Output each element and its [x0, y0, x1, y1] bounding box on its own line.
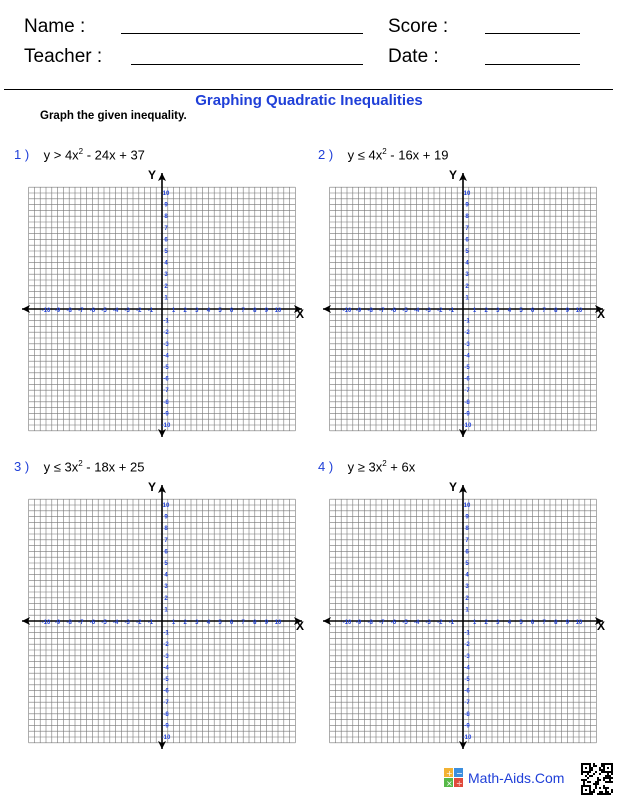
- y-tick-label: -2: [163, 642, 169, 649]
- x-tick-label: -3: [425, 620, 431, 627]
- y-tick-label: -4: [464, 353, 470, 360]
- y-tick-label: -3: [163, 341, 169, 348]
- y-tick-label: -7: [163, 388, 169, 395]
- name-label: Name :: [24, 16, 86, 37]
- y-tick-label: -7: [163, 700, 169, 707]
- x-tick-label: -10: [342, 308, 352, 315]
- y-tick-label: 3: [164, 272, 168, 279]
- coordinate-grid-3[interactable]: [22, 480, 304, 749]
- y-tick-label: 10: [463, 503, 471, 509]
- y-tick-label: -8: [464, 399, 470, 406]
- y-tick-label: -6: [163, 376, 169, 383]
- y-tick-label: -5: [464, 365, 470, 371]
- problem-number: 1 ): [14, 147, 30, 163]
- x-tick-label: -8: [367, 620, 373, 627]
- x-tick-label: -6: [390, 308, 397, 315]
- x-tick-label: -8: [367, 308, 373, 315]
- x-tick-label: -4: [112, 308, 119, 315]
- x-tick-label: -7: [78, 620, 84, 627]
- x-tick-label: -3: [124, 620, 130, 627]
- x-tick-label: -9: [355, 620, 362, 627]
- x-tick-label: -2: [136, 620, 142, 627]
- x-tick-label: 3: [195, 308, 199, 315]
- y-tick-label: -1: [163, 318, 169, 325]
- y-tick-label: -1: [464, 318, 470, 325]
- svg-text:×: ×: [446, 779, 453, 788]
- x-tick-label: 9: [264, 308, 269, 315]
- y-tick-label: 9: [465, 202, 469, 209]
- page-title: Graphing Quadratic Inequalities: [195, 92, 423, 109]
- y-tick-label: -6: [464, 376, 470, 383]
- x-tick-label: 3: [496, 308, 500, 315]
- x-tick-label: 4: [507, 620, 512, 627]
- y-axis-label: Y: [449, 480, 458, 494]
- coordinate-grid-1[interactable]: [22, 168, 304, 437]
- x-tick-label: -4: [413, 620, 420, 627]
- x-tick-label: 4: [507, 308, 512, 315]
- x-tick-label: 9: [264, 620, 269, 627]
- date-label: Date :: [388, 46, 439, 67]
- y-tick-label: -2: [464, 330, 470, 337]
- y-tick-label: -4: [163, 353, 169, 360]
- y-tick-label: -10: [462, 735, 472, 741]
- problem-equation: $y \ge 3x^2 + 6x$: [347, 459, 416, 475]
- x-tick-label: 6: [229, 620, 234, 627]
- y-tick-label: 7: [164, 537, 168, 544]
- x-tick-label: 7: [542, 620, 546, 627]
- y-tick-label: -8: [163, 399, 169, 406]
- x-tick-label: 10: [274, 308, 282, 315]
- problem-equation: $y \le 4x^2 - 16x + 19$: [347, 147, 449, 163]
- x-axis-label: X: [597, 307, 606, 321]
- y-tick-label: 3: [465, 584, 469, 591]
- x-tick-label: -10: [342, 620, 352, 627]
- x-tick-label: -5: [402, 620, 408, 627]
- problem-equation: $y \le 3x^2 - 18x + 25$: [43, 459, 145, 475]
- y-tick-label: 6: [164, 549, 168, 556]
- y-tick-label: 4: [164, 572, 168, 579]
- x-tick-label: 1: [472, 308, 477, 315]
- y-tick-label: -3: [464, 341, 470, 348]
- y-tick-label: 2: [465, 283, 469, 290]
- x-tick-label: 7: [241, 620, 245, 627]
- x-tick-label: -1: [147, 620, 154, 627]
- y-tick-label: 5: [164, 561, 168, 567]
- svg-text:−: −: [456, 769, 463, 778]
- x-tick-label: 5: [519, 308, 523, 315]
- x-tick-label: -6: [89, 308, 96, 315]
- x-tick-label: 5: [218, 620, 222, 627]
- x-tick-label: 6: [530, 308, 535, 315]
- coordinate-grid-4[interactable]: [323, 480, 605, 749]
- score-label: Score :: [388, 16, 449, 37]
- x-tick-label: 5: [519, 620, 523, 627]
- x-tick-label: -8: [66, 620, 72, 627]
- x-tick-label: -1: [448, 620, 455, 627]
- y-tick-label: 6: [465, 237, 469, 244]
- y-tick-label: 8: [465, 214, 469, 221]
- x-tick-label: -8: [66, 308, 72, 315]
- problem-number: 4 ): [318, 459, 334, 475]
- x-tick-label: -1: [448, 308, 455, 315]
- x-tick-label: 10: [575, 620, 583, 627]
- y-tick-label: 2: [164, 595, 168, 602]
- y-tick-label: 4: [465, 572, 469, 579]
- y-tick-label: -2: [163, 330, 169, 337]
- x-tick-label: -10: [41, 308, 51, 315]
- x-tick-label: -9: [54, 620, 61, 627]
- x-tick-label: 6: [530, 620, 535, 627]
- y-tick-label: 3: [164, 584, 168, 591]
- x-tick-label: 6: [229, 308, 234, 315]
- y-tick-label: 9: [465, 514, 469, 521]
- x-tick-label: -4: [413, 308, 420, 315]
- x-tick-label: -7: [78, 308, 84, 315]
- y-tick-label: -1: [163, 630, 169, 637]
- y-tick-label: 7: [465, 225, 469, 232]
- x-tick-label: -7: [379, 308, 385, 315]
- y-tick-label: 1: [465, 607, 469, 614]
- math-aids-logo-icon: [444, 768, 464, 788]
- y-tick-label: 7: [164, 225, 168, 232]
- x-axis-label: X: [597, 619, 606, 633]
- y-tick-label: -3: [163, 653, 169, 660]
- y-tick-label: 9: [164, 514, 168, 521]
- y-tick-label: -9: [464, 411, 470, 418]
- x-tick-label: -5: [101, 620, 107, 627]
- x-tick-label: -9: [54, 308, 61, 315]
- y-tick-label: -7: [464, 388, 470, 395]
- x-tick-label: -2: [136, 308, 142, 315]
- y-tick-label: 10: [463, 191, 471, 197]
- x-tick-label: 9: [565, 308, 570, 315]
- y-axis-label: Y: [148, 480, 157, 494]
- footer-site-link[interactable]: Math-Aids.Com: [468, 770, 565, 786]
- x-tick-label: 10: [575, 308, 583, 315]
- y-tick-label: -6: [163, 688, 169, 695]
- y-tick-label: -2: [464, 642, 470, 649]
- y-tick-label: 6: [465, 549, 469, 556]
- y-tick-label: -5: [163, 365, 169, 371]
- y-tick-label: 5: [164, 249, 168, 255]
- y-tick-label: -1: [464, 630, 470, 637]
- y-tick-label: -5: [163, 677, 169, 683]
- x-tick-label: 8: [554, 620, 558, 627]
- x-tick-label: -5: [101, 308, 107, 315]
- x-tick-label: 8: [253, 308, 257, 315]
- x-tick-label: 3: [496, 620, 500, 627]
- y-tick-label: 1: [164, 295, 168, 302]
- y-tick-label: 1: [164, 607, 168, 614]
- qr-code-icon: [581, 763, 613, 795]
- x-tick-label: 10: [274, 620, 282, 627]
- y-tick-label: 4: [164, 260, 168, 267]
- problem-equation: $y > 4x^2 - 24x + 37$: [43, 147, 145, 163]
- y-tick-label: -9: [163, 411, 169, 418]
- x-tick-label: -6: [89, 620, 96, 627]
- x-tick-label: 2: [484, 620, 488, 627]
- x-tick-label: -5: [402, 308, 408, 315]
- y-tick-label: 8: [465, 526, 469, 533]
- problem-number: 3 ): [14, 459, 30, 475]
- x-tick-label: 8: [253, 620, 257, 627]
- x-axis-label: X: [296, 307, 305, 321]
- y-tick-label: 4: [465, 260, 469, 267]
- x-tick-label: 9: [565, 620, 570, 627]
- y-tick-label: 1: [465, 295, 469, 302]
- y-tick-label: -3: [464, 653, 470, 660]
- teacher-label: Teacher :: [24, 46, 103, 67]
- y-tick-label: 2: [164, 283, 168, 290]
- y-tick-label: 10: [162, 503, 170, 509]
- y-tick-label: -10: [161, 735, 171, 741]
- x-tick-label: 1: [171, 620, 176, 627]
- x-tick-label: -4: [112, 620, 119, 627]
- x-tick-label: 2: [484, 308, 488, 315]
- y-tick-label: 7: [465, 537, 469, 544]
- y-tick-label: -8: [464, 711, 470, 718]
- y-tick-label: -6: [464, 688, 470, 695]
- x-tick-label: 8: [554, 308, 558, 315]
- y-tick-label: 8: [164, 214, 168, 221]
- y-tick-label: -8: [163, 711, 169, 718]
- x-axis-label: X: [296, 619, 305, 633]
- y-tick-label: -4: [163, 665, 169, 672]
- y-tick-label: -4: [464, 665, 470, 672]
- svg-text:+: +: [446, 769, 453, 778]
- y-tick-label: 6: [164, 237, 168, 244]
- x-tick-label: 7: [542, 308, 546, 315]
- y-tick-label: -10: [161, 423, 171, 429]
- y-tick-label: 10: [162, 191, 170, 197]
- x-tick-label: -2: [437, 620, 443, 627]
- x-tick-label: -9: [355, 308, 362, 315]
- x-tick-label: -1: [147, 308, 154, 315]
- x-tick-label: -10: [41, 620, 51, 627]
- y-tick-label: 5: [465, 561, 469, 567]
- y-tick-label: -9: [464, 723, 470, 730]
- coordinate-grid-2[interactable]: [323, 168, 605, 437]
- y-tick-label: 9: [164, 202, 168, 209]
- y-tick-label: -10: [462, 423, 472, 429]
- y-tick-label: -5: [464, 677, 470, 683]
- x-tick-label: 4: [206, 620, 211, 627]
- x-tick-label: -3: [425, 308, 431, 315]
- y-tick-label: -7: [464, 700, 470, 707]
- x-tick-label: 2: [183, 620, 187, 627]
- x-tick-label: 3: [195, 620, 199, 627]
- x-tick-label: -7: [379, 620, 385, 627]
- x-tick-label: -3: [124, 308, 130, 315]
- y-tick-label: -9: [163, 723, 169, 730]
- y-axis-label: Y: [148, 168, 157, 182]
- y-tick-label: 2: [465, 595, 469, 602]
- y-tick-label: 8: [164, 526, 168, 533]
- x-tick-label: 5: [218, 308, 222, 315]
- x-tick-label: 7: [241, 308, 245, 315]
- x-tick-label: 1: [472, 620, 477, 627]
- y-tick-label: 3: [465, 272, 469, 279]
- problem-number: 2 ): [318, 147, 334, 163]
- x-tick-label: 2: [183, 308, 187, 315]
- x-tick-label: -2: [437, 308, 443, 315]
- x-tick-label: 1: [171, 308, 176, 315]
- y-tick-label: 5: [465, 249, 469, 255]
- instructions: Graph the given inequality.: [40, 110, 187, 122]
- svg-text:÷: ÷: [456, 779, 463, 788]
- x-tick-label: 4: [206, 308, 211, 315]
- x-tick-label: -6: [390, 620, 397, 627]
- y-axis-label: Y: [449, 168, 458, 182]
